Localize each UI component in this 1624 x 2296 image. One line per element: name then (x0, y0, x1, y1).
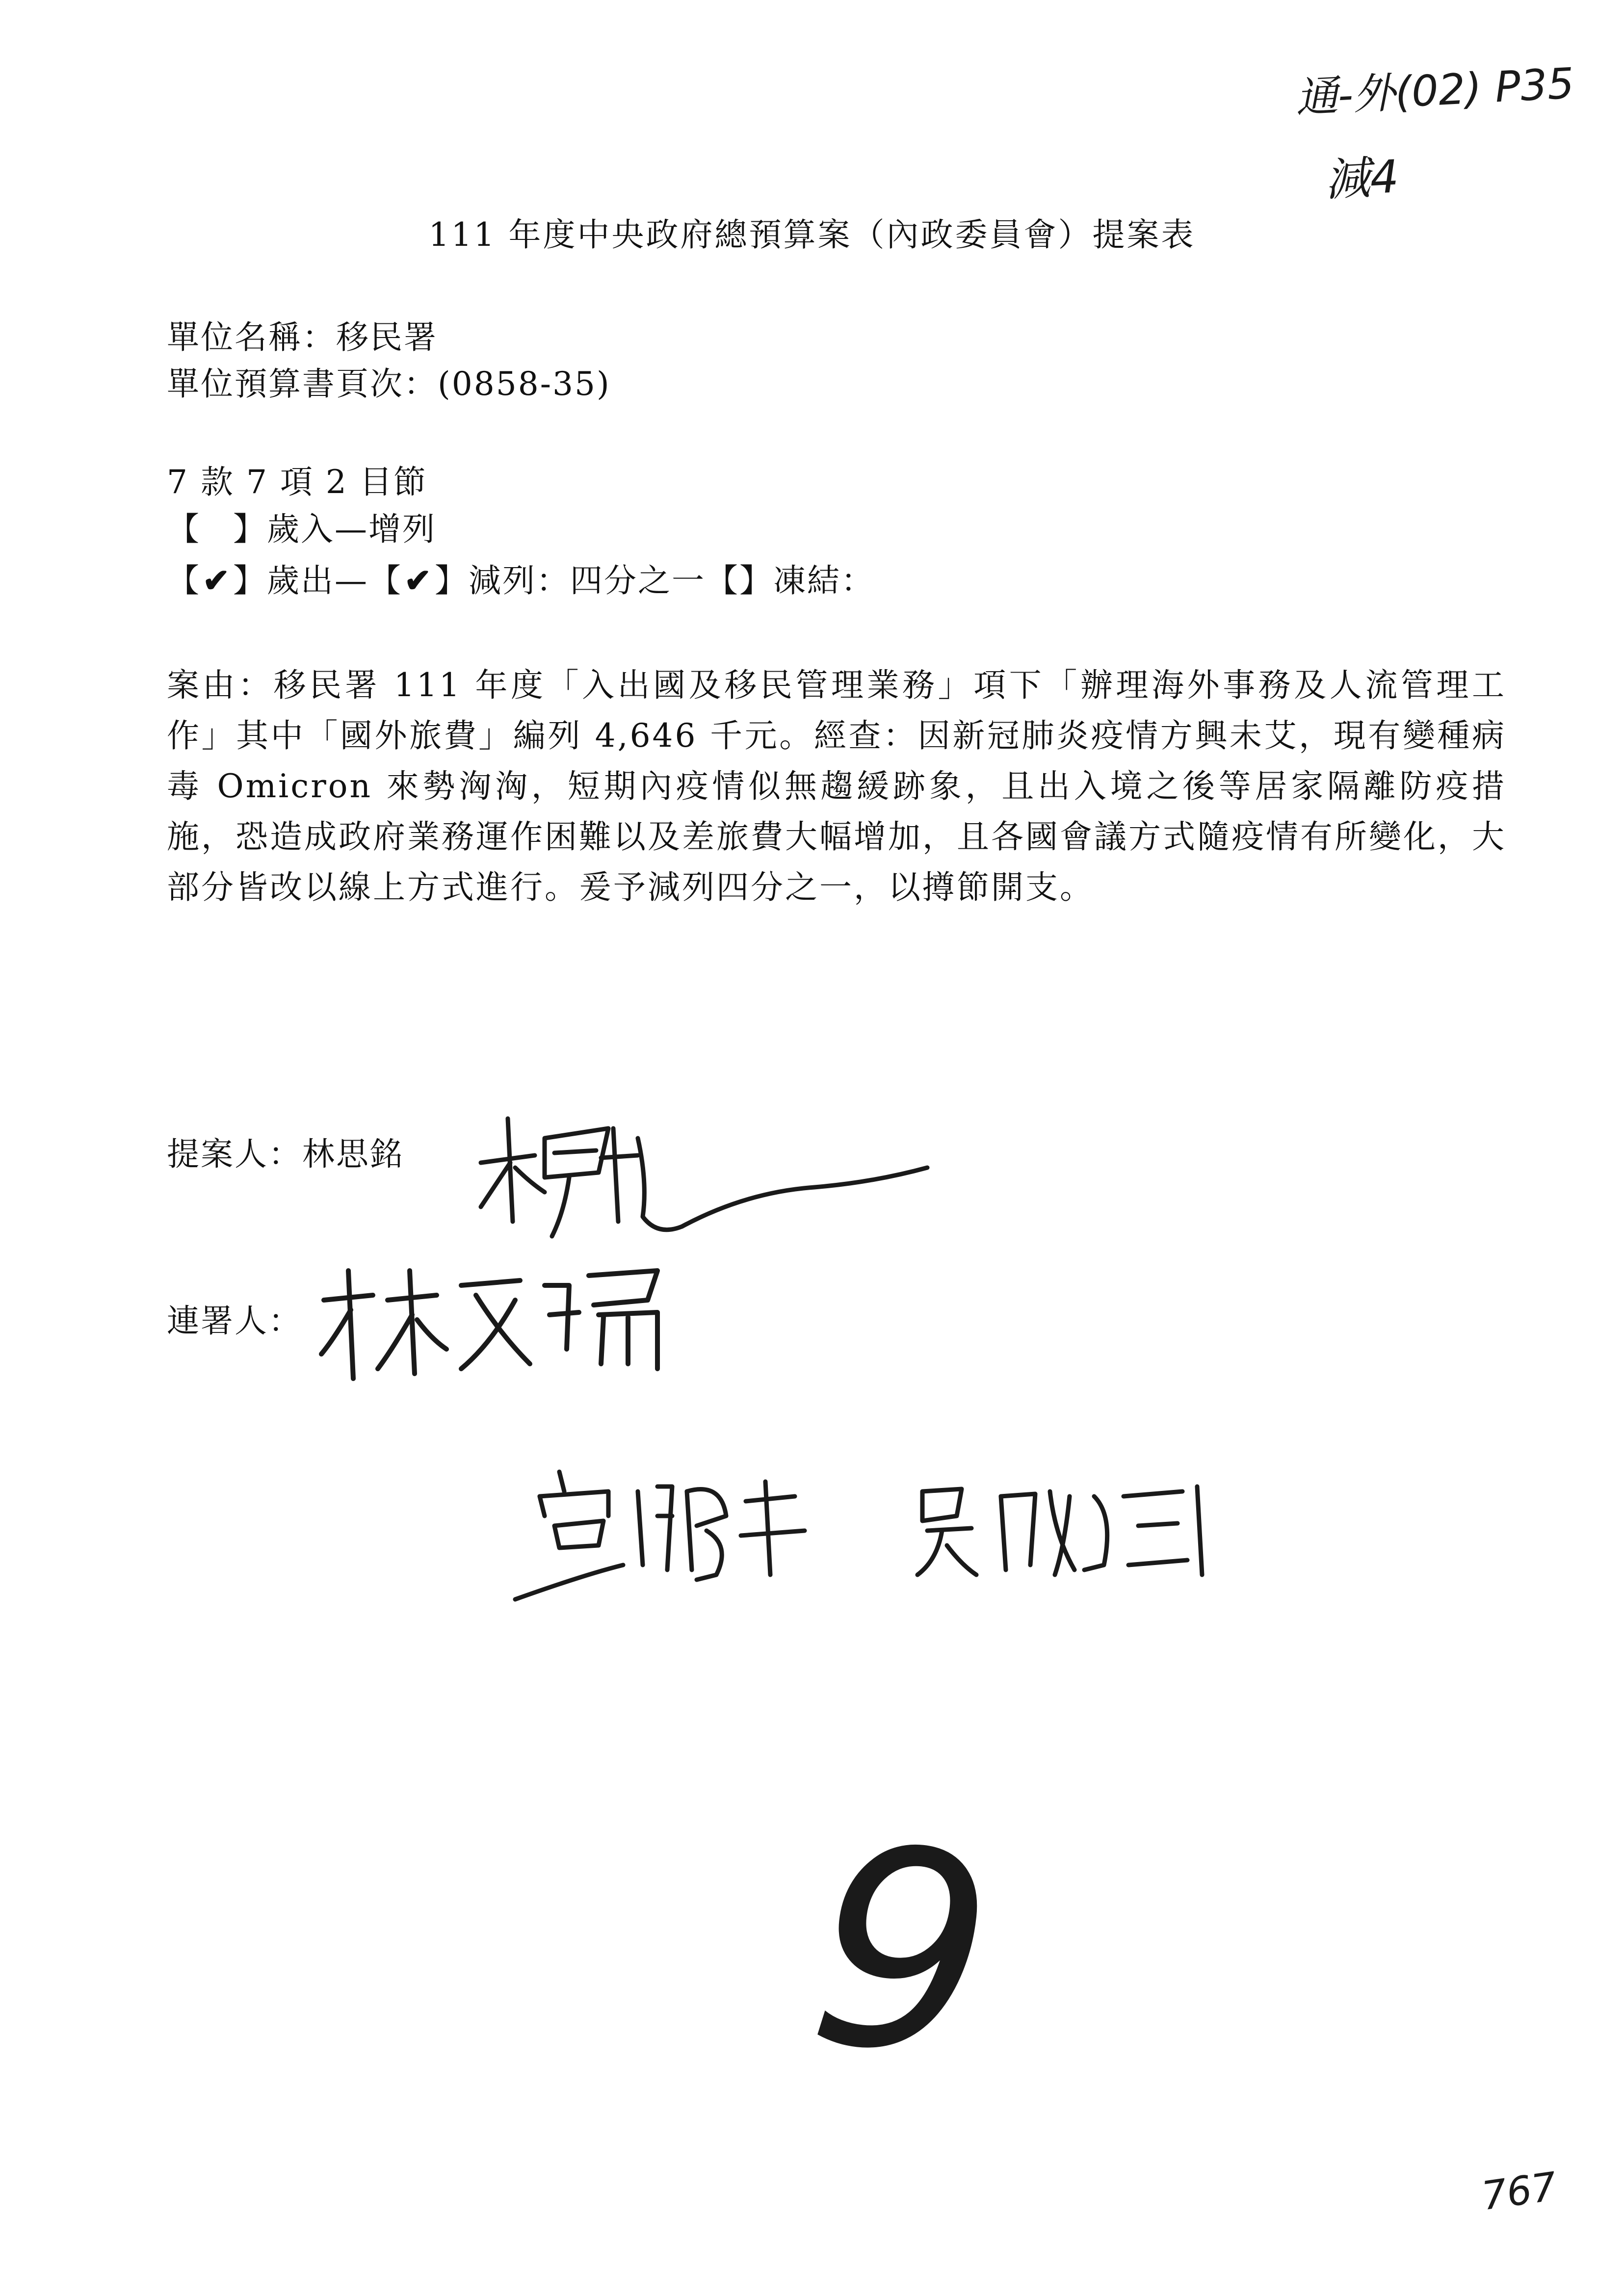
revenue-label: 歲入—增列 (267, 510, 436, 548)
expenditure-label: 歲出— (267, 562, 368, 600)
handwritten-page-number: 9 (798, 1784, 1006, 2121)
revenue-bracket-close: 】 (233, 510, 267, 548)
revenue-line (167, 510, 436, 548)
proposer-signature (471, 1109, 942, 1256)
handwritten-corner-mark: 767 (1479, 2163, 1560, 2219)
revenue-bracket-open: 【 (167, 510, 201, 548)
reduction-check-icon: ✔ (404, 561, 433, 600)
cosigner-label: 連署人： (167, 1302, 302, 1340)
expenditure-line (167, 561, 875, 600)
reduction-bracket-close: 】 (435, 562, 469, 600)
freeze-label: 凍結： (773, 562, 875, 600)
expenditure-bracket-close: 】 (233, 562, 267, 600)
cosigner-signature-2 (510, 1462, 824, 1609)
reduction-bracket-open: 【 (368, 562, 402, 600)
expenditure-check-icon: ✔ (202, 561, 232, 600)
document-title: 111 年度中央政府總預算案（內政委員會）提案表 (428, 216, 1196, 254)
cosigner-signature-3 (908, 1477, 1212, 1590)
cosigner-signature-1 (314, 1256, 687, 1403)
unit-name: 單位名稱：移民署 (167, 318, 438, 356)
proposer-label: 提案人：林思銘 (167, 1135, 404, 1173)
proposal-reason: 案由：移民署 111 年度「入出國及移民管理業務」項下「辦理海外事務及人流管理工作」其中「國外旅費」編列 4,646 千元。經查：因新冠肺炎疫情方興未艾，現有變種病毒 Omicron 來勢洶洶，短期內疫情似無趨緩跡象，且出入境之後等居家隔離防疫措施，恐造成政府業務運作困難以及差旅費大幅增加，且各國會議方式隨疫情有所變化，大部分皆改以線上方式進行。爰予減列四分之一，以撙節開支。 (167, 666, 1506, 906)
handwritten-reduction-note: 減4 (1323, 150, 1400, 207)
reduction-label: 減列：四分之一 (469, 562, 706, 600)
expenditure-bracket-open: 【 (167, 562, 201, 600)
handwritten-ref-note: 通-外(02) P35 (1294, 59, 1575, 123)
budget-page-reference: 單位預算書頁次：(0858-35) (167, 365, 611, 403)
freeze-bracket: 【】 (706, 562, 773, 600)
revenue-checkbox (201, 513, 233, 545)
budget-section: 7 款 7 項 2 目節 (167, 463, 427, 501)
